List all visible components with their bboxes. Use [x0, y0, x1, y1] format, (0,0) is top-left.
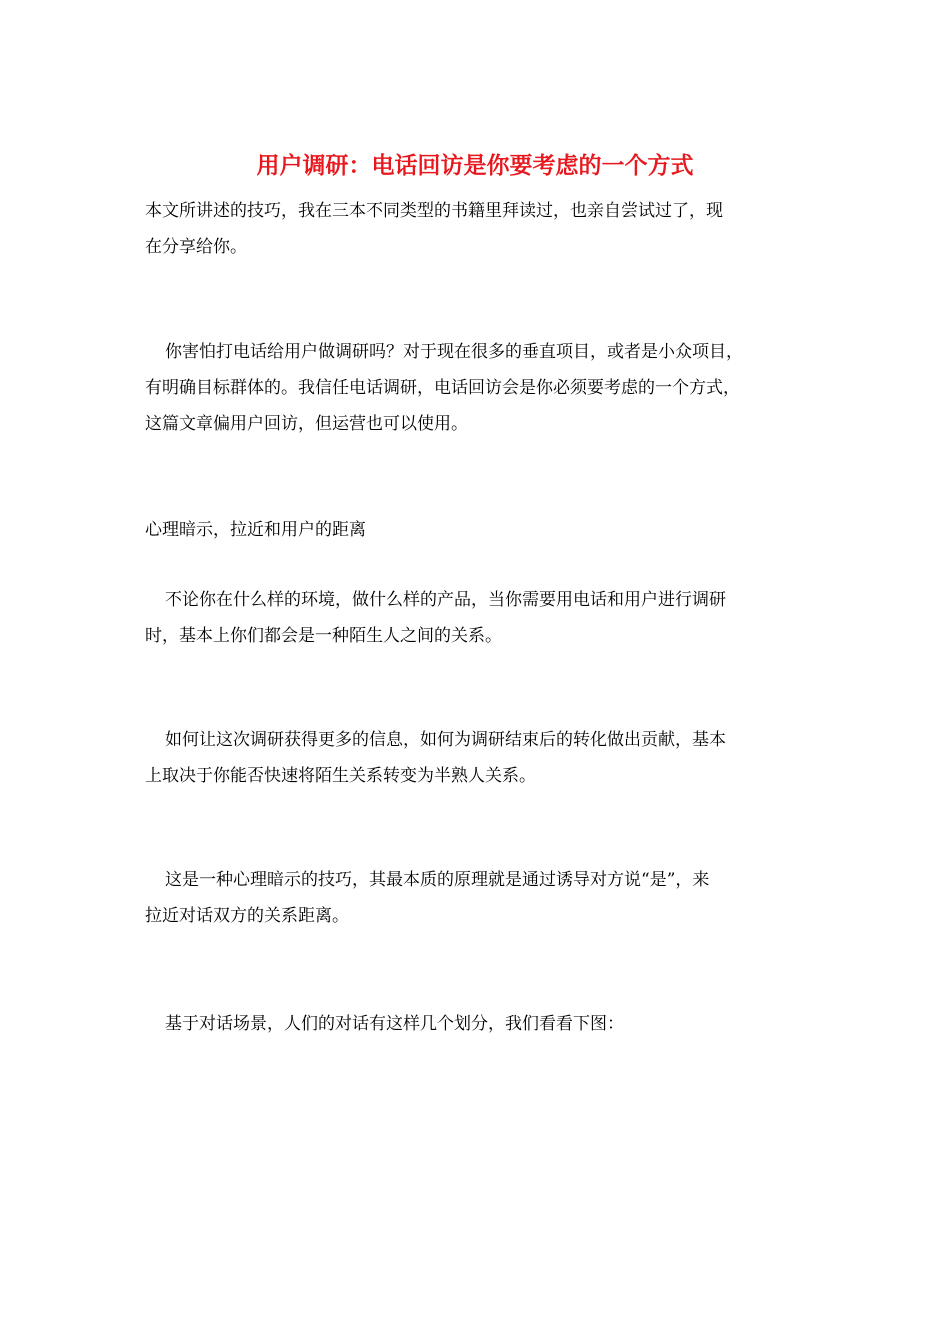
paragraph-line: 你害怕打电话给用户做调研吗？对于现在很多的垂直项目，或者是小众项目， — [165, 342, 743, 362]
paragraph-line: 基于对话场景，人们的对话有这样几个划分，我们看看下图： — [165, 1014, 624, 1034]
section-heading — [145, 512, 810, 548]
paragraph-line: 本文所讲述的技巧，我在三本不同类型的书籍里拜读过，也亲自尝试过了，现 — [145, 201, 723, 221]
paragraph-line: 时，基本上你们都会是一种陌生人之间的关系。 — [145, 626, 502, 646]
paragraph-line: 不论你在什么样的环境，做什么样的产品，当你需要用电话和用户进行调研 — [165, 590, 726, 610]
paragraph-dialogue-scenes — [145, 1006, 810, 1042]
paragraph-stranger-relationship — [145, 582, 810, 654]
paragraph-line: 这是一种心理暗示的技巧，其最本质的原理就是通过诱导对方说“是”，来 — [165, 870, 710, 890]
paragraph-line: 上取决于你能否快速将陌生关系转变为半熟人关系。 — [145, 766, 536, 786]
paragraph-line: 如何让这次调研获得更多的信息，如何为调研结束后的转化做出贡献，基本 — [165, 730, 726, 750]
paragraph-fear-of-calling — [145, 334, 810, 442]
paragraph-intro — [145, 193, 810, 265]
section-heading-text: 心理暗示，拉近和用户的距离 — [145, 520, 366, 540]
paragraph-line: 拉近对话双方的关系距离。 — [145, 906, 349, 926]
paragraph-line: 在分享给你。 — [145, 237, 247, 257]
document-title: 用户调研：电话回访是你要考虑的一个方式 — [256, 152, 694, 179]
paragraph-psychological-hint — [145, 862, 810, 934]
paragraph-more-information — [145, 722, 810, 794]
paragraph-line: 有明确目标群体的。我信任电话调研，电话回访会是你必须要考虑的一个方式， — [145, 378, 740, 398]
paragraph-line: 这篇文章偏用户回访，但运营也可以使用。 — [145, 414, 468, 434]
